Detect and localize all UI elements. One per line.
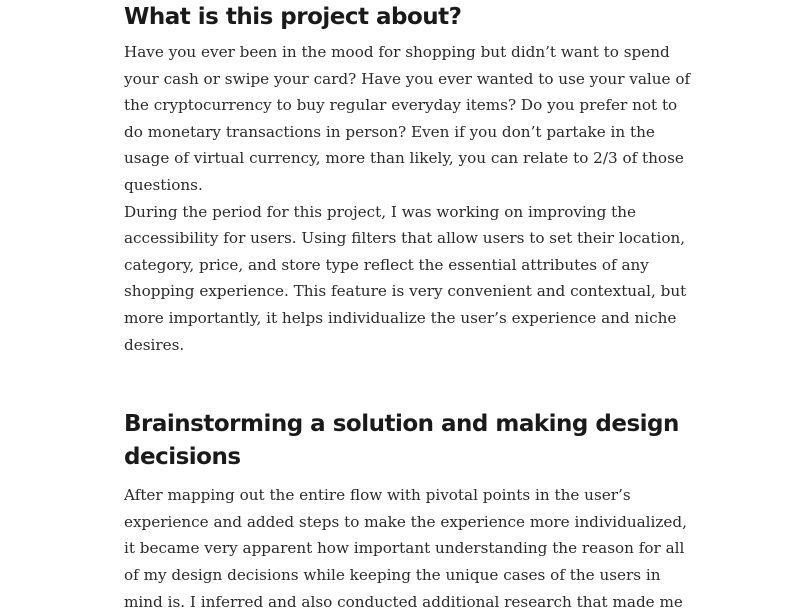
section-paragraph: Have you ever been in the mood for shopping but didn’t want to spend your cash or swipe your card? Have you ever wanted to use your value of the cryptocurrency to buy regular everyday items? Do you prefer not to do monetary transactions in person? Even if you don’t partake in the usage of virtual currency, more than likely, you can relate to 2/3 of those questions. (124, 43, 691, 194)
section-paragraph: After mapping out the entire flow with pivotal points in the user’s experience and added steps to make the experience more individualized, it became very apparent how important understanding the reason for all of my design decisions while keeping the unique cases of the users in mind is. I inferred and also conducted additional research that made me (124, 486, 687, 611)
section-paragraph: During the period for this project, I was working on improving the accessibility for users. Using filters that allow users to set their location, category, price, and store type reflect the essential attributes of any shopping experience. This feature is very convenient and contextual, but more importantly, it helps individualize the user’s experience and niche desires. (124, 202, 687, 354)
section-heading-brainstorming: Brainstorming a solution and making design decisions (124, 411, 679, 471)
section-heading-project-about: What is this project about? (124, 4, 462, 30)
article-body (124, 0, 694, 615)
